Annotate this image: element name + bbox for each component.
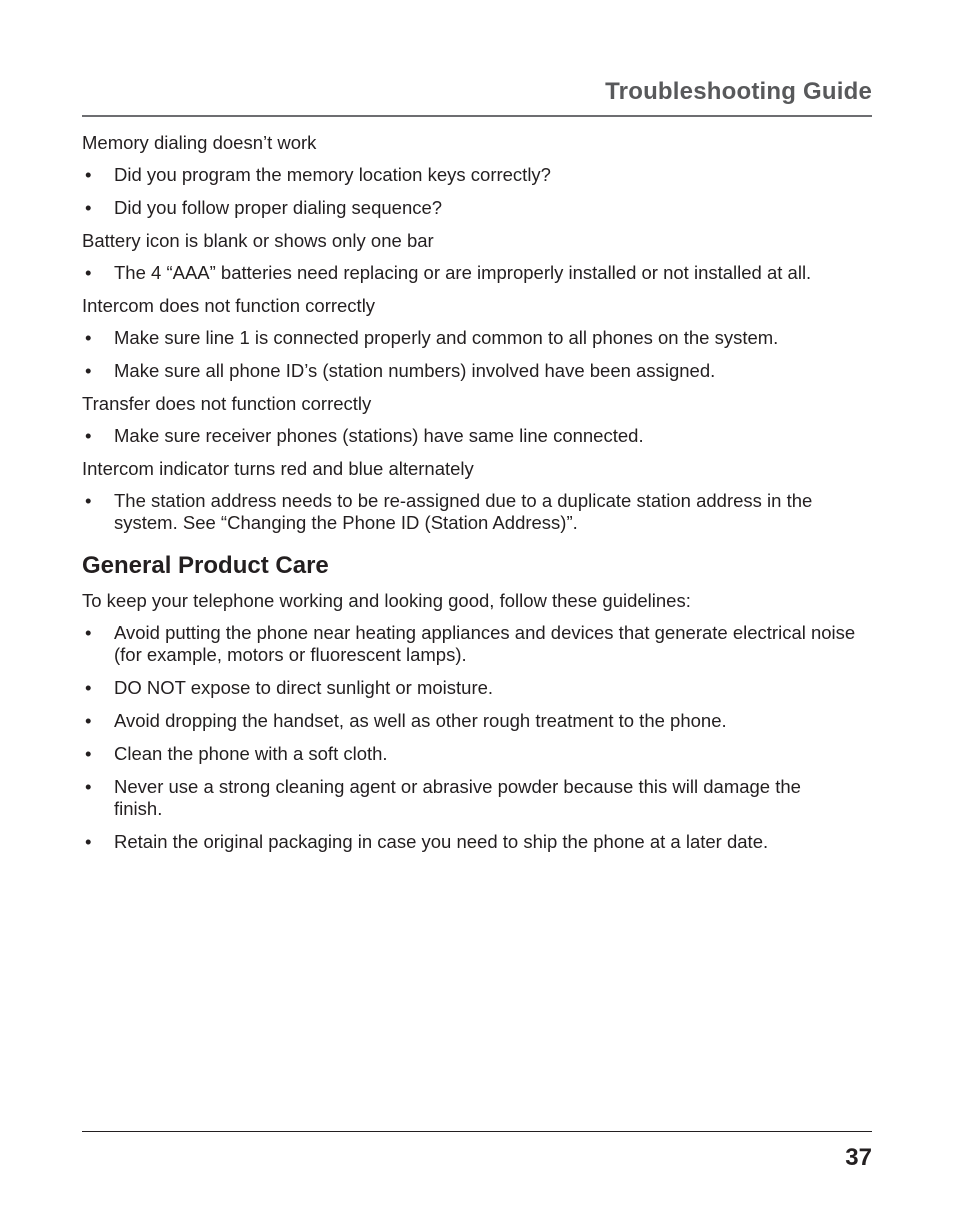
list-item	[82, 327, 872, 349]
bullet-icon: •	[85, 710, 92, 731]
list-item-text: Did you program the memory location keys correctly?	[114, 164, 551, 185]
bullet-icon: •	[85, 490, 92, 511]
bullet-icon: •	[85, 327, 92, 348]
bullet-icon: •	[85, 164, 92, 185]
section-heading: General Product Care	[82, 552, 329, 579]
list-item-text: Make sure receiver phones (stations) have same line connected.	[114, 425, 644, 446]
issue-bullet-list	[82, 164, 872, 219]
list-item-text: Never use a strong cleaning agent or abrasive powder because this will damage the finish.	[114, 776, 801, 819]
list-item-text: Did you follow proper dialing sequence?	[114, 197, 443, 218]
list-item	[82, 490, 872, 534]
issue-heading: Intercom indicator turns red and blue alternately	[82, 458, 474, 479]
page-header-title: Troubleshooting Guide	[605, 78, 872, 105]
bullet-icon: •	[85, 677, 92, 698]
troubleshooting-section	[82, 132, 872, 534]
issue-bullet-list	[82, 490, 872, 534]
list-item	[82, 360, 872, 382]
page-number: 37	[845, 1144, 872, 1171]
issue-heading: Transfer does not function correctly	[82, 393, 372, 414]
bullet-icon: •	[85, 776, 92, 797]
list-item	[82, 622, 872, 666]
issue-heading: Memory dialing doesn’t work	[82, 132, 317, 153]
list-item-text: Make sure all phone ID’s (station numbers) involved have been assigned.	[114, 360, 716, 381]
list-item	[82, 710, 872, 732]
list-item-text: Make sure line 1 is connected properly and common to all phones on the system.	[114, 327, 779, 348]
list-item-text: Avoid putting the phone near heating appliances and devices that generate electrical noise (for example, motors or fluorescent lamps).	[114, 622, 856, 665]
list-item-text: The 4 “AAA” batteries need replacing or are improperly installed or not installed at all.	[114, 262, 812, 283]
issue-heading: Intercom does not function correctly	[82, 295, 376, 316]
bullet-icon: •	[85, 425, 92, 446]
bullet-icon: •	[85, 622, 92, 643]
list-item-text: The station address needs to be re-assigned due to a duplicate station address in the system. See “Changing the Phone ID (Station Address)”.	[114, 490, 813, 533]
list-item	[82, 262, 872, 284]
issue-heading: Battery icon is blank or shows only one bar	[82, 230, 434, 251]
issue-bullet-list	[82, 425, 872, 447]
list-item	[82, 677, 872, 699]
header-divider	[82, 115, 872, 117]
list-item-text: Avoid dropping the handset, as well as other rough treatment to the phone.	[114, 710, 727, 731]
list-item	[82, 831, 872, 853]
care-bullet-list	[82, 622, 872, 853]
bullet-icon: •	[85, 197, 92, 218]
list-item	[82, 425, 872, 447]
issue-bullet-list	[82, 262, 872, 284]
list-item-text: DO NOT expose to direct sunlight or moisture.	[114, 677, 494, 698]
page-content	[82, 132, 872, 864]
bullet-icon: •	[85, 262, 92, 283]
list-item	[82, 743, 872, 765]
footer-divider	[82, 1131, 872, 1132]
list-item	[82, 197, 872, 219]
list-item-text: Retain the original packaging in case you need to ship the phone at a later date.	[114, 831, 769, 852]
list-item	[82, 164, 872, 186]
bullet-icon: •	[85, 360, 92, 381]
section-intro: To keep your telephone working and looking good, follow these guidelines:	[82, 590, 691, 611]
issue-bullet-list	[82, 327, 872, 382]
list-item-text: Clean the phone with a soft cloth.	[114, 743, 388, 764]
bullet-icon: •	[85, 831, 92, 852]
bullet-icon: •	[85, 743, 92, 764]
product-care-section	[82, 552, 872, 853]
list-item	[82, 776, 872, 820]
